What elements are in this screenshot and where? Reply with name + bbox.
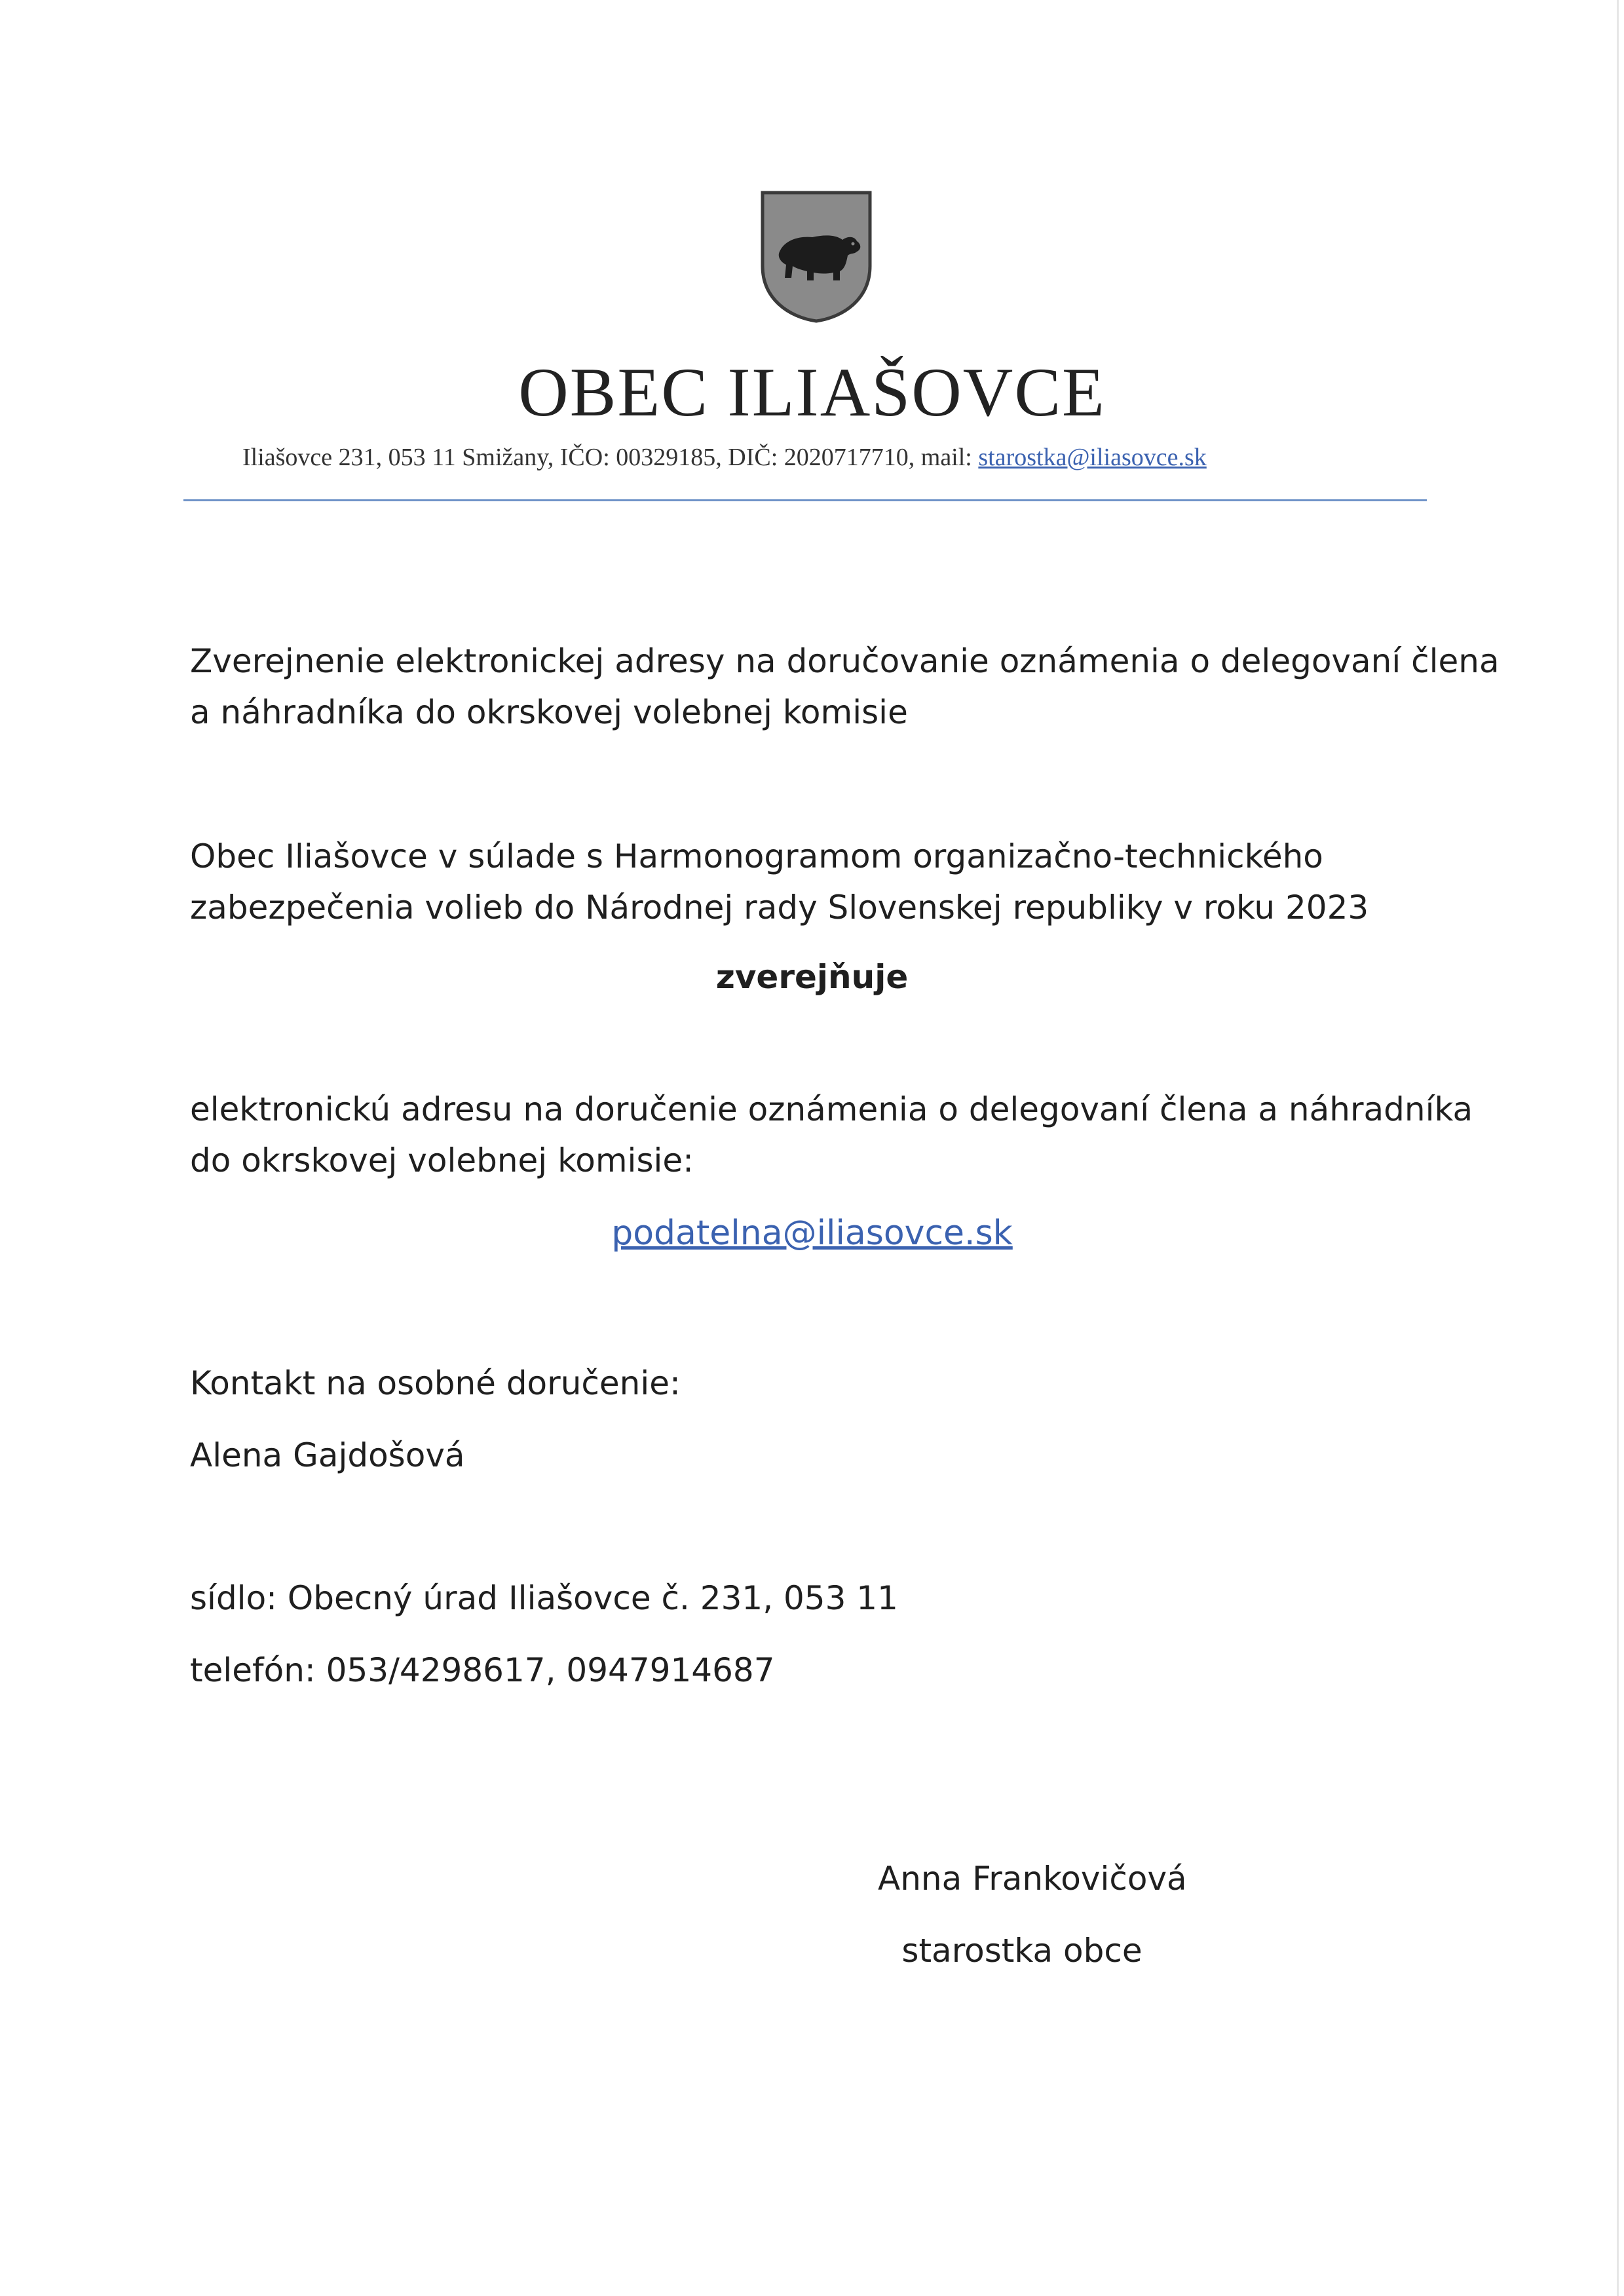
intro-paragraph <box>190 831 1369 933</box>
announcement-verb: zverejňuje <box>715 958 909 996</box>
paragraph-line-2: do okrskovej volebnej komisie: <box>190 1141 694 1179</box>
heading-line-1: Zverejnenie elektronickej adresy na doručovanie oznámenia o delegovaní člena <box>190 642 1500 680</box>
signature-name: Anna Frankovičová <box>878 1860 1187 1898</box>
address-paragraph <box>190 1084 1473 1186</box>
scan-edge <box>1617 0 1619 2296</box>
intro-line-2: zabezpečenia volieb do Národnej rady Slovenskej republiky v roku 2023 <box>190 889 1369 927</box>
intro-line-1: Obec Iliašovce v súlade s Harmonogramom organizačno-technického <box>190 837 1323 875</box>
heading-line-2: a náhradníka do okrskovej volebnej komisie <box>190 693 908 731</box>
contact-seat: sídlo: Obecný úrad Iliašovce č. 231, 053 11 <box>190 1579 898 1617</box>
coat-of-arms-icon <box>759 189 874 324</box>
contact-label: Kontakt na osobné doručenie: <box>190 1364 681 1402</box>
header-divider <box>183 499 1427 501</box>
signature-role: starostka obce <box>901 1932 1142 1970</box>
address-line <box>242 443 1207 472</box>
document-heading <box>190 636 1500 738</box>
contact-name: Alena Gajdošová <box>190 1436 465 1474</box>
mayor-email-link[interactable]: starostka@iliasovce.sk <box>978 444 1207 471</box>
submission-email-link[interactable]: podatelna@iliasovce.sk <box>611 1214 1013 1253</box>
page-title: OBEC ILIAŠOVCE <box>518 354 1106 430</box>
paragraph-line-1: elektronickú adresu na doručenie oznámenia o delegovaní člena a náhradníka <box>190 1090 1473 1128</box>
contact-phone: telefón: 053/4298617, 0947914687 <box>190 1651 775 1689</box>
address-text: Iliašovce 231, 053 11 Smižany, IČO: 00329185, DIČ: 2020717710, mail: <box>242 444 979 471</box>
